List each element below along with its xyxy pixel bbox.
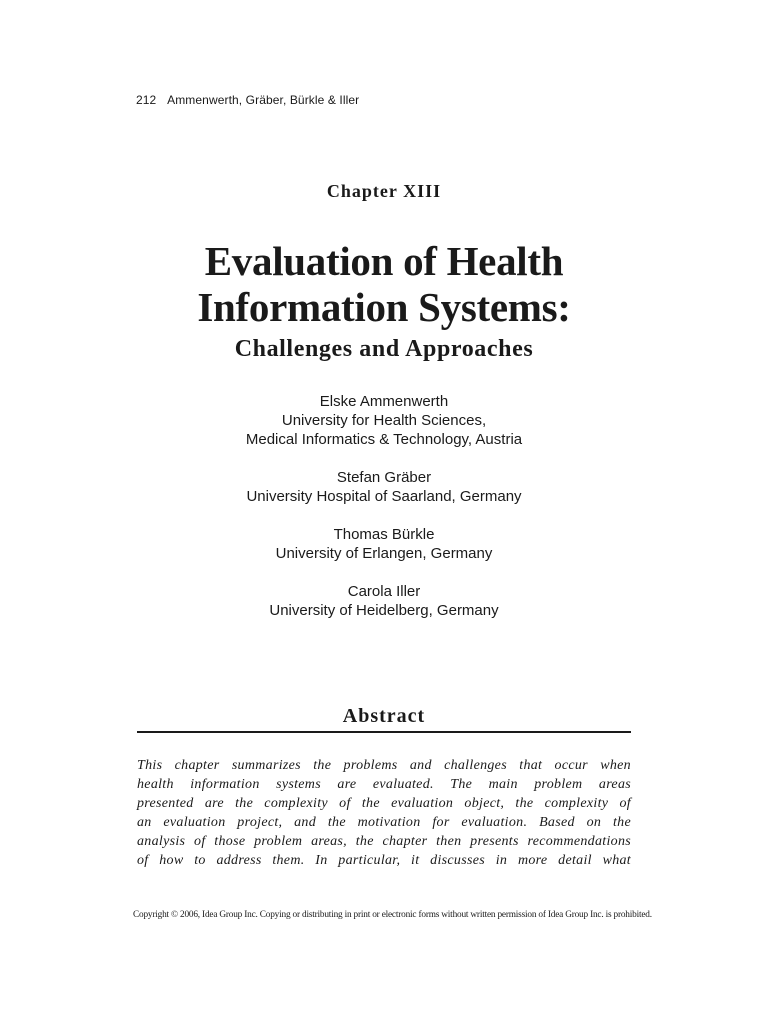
page-number: 212 (136, 93, 157, 107)
abstract-line: presented are the complexity of the evaluation object, the complexity of (137, 796, 631, 811)
abstract-line: This chapter summarizes the problems and challenges that occur when (137, 758, 631, 773)
chapter-title (0, 238, 768, 330)
chapter-label: Chapter XIII (326, 181, 442, 201)
author-name: Carola Iller (347, 583, 421, 600)
running-head (136, 93, 359, 107)
author-block (0, 525, 768, 563)
chapter-title-line-2: Information Systems: (197, 284, 571, 330)
abstract-heading: Abstract (342, 705, 426, 727)
author-affiliation: University of Erlangen, Germany (275, 545, 493, 562)
author-affiliation: University of Heidelberg, Germany (269, 602, 499, 619)
author-name: Elske Ammenwerth (319, 393, 449, 410)
abstract-line: health information systems are evaluated. The main problem areas (137, 777, 631, 792)
abstract-line: of how to address them. In particular, it discusses in more detail what (137, 853, 631, 868)
author-name: Thomas Bürkle (333, 526, 435, 543)
author-list (0, 392, 768, 639)
abstract-body (137, 756, 631, 870)
author-affiliation: Medical Informatics & Technology, Austria (245, 431, 523, 448)
author-block (0, 468, 768, 506)
author-block (0, 582, 768, 620)
abstract-line: analysis of those problem areas, the chapter then presents recommendations (137, 834, 631, 849)
author-name: Stefan Gräber (336, 469, 432, 486)
abstract-divider (137, 731, 631, 733)
author-block (0, 392, 768, 449)
chapter-title-line-1: Evaluation of Health (204, 238, 564, 284)
running-head-authors: Ammenwerth, Gräber, Bürkle & Iller (167, 93, 360, 107)
chapter-subtitle: Challenges and Approaches (234, 336, 534, 362)
author-affiliation: University for Health Sciences, (281, 412, 487, 429)
copyright-notice: Copyright © 2006, Idea Group Inc. Copying or distributing in print or electronic forms without written permission of Idea Group Inc. is prohibited. (133, 910, 652, 920)
author-affiliation: University Hospital of Saarland, Germany (246, 488, 522, 505)
abstract-line: an evaluation project, and the motivation for evaluation. Based on the (137, 815, 631, 830)
